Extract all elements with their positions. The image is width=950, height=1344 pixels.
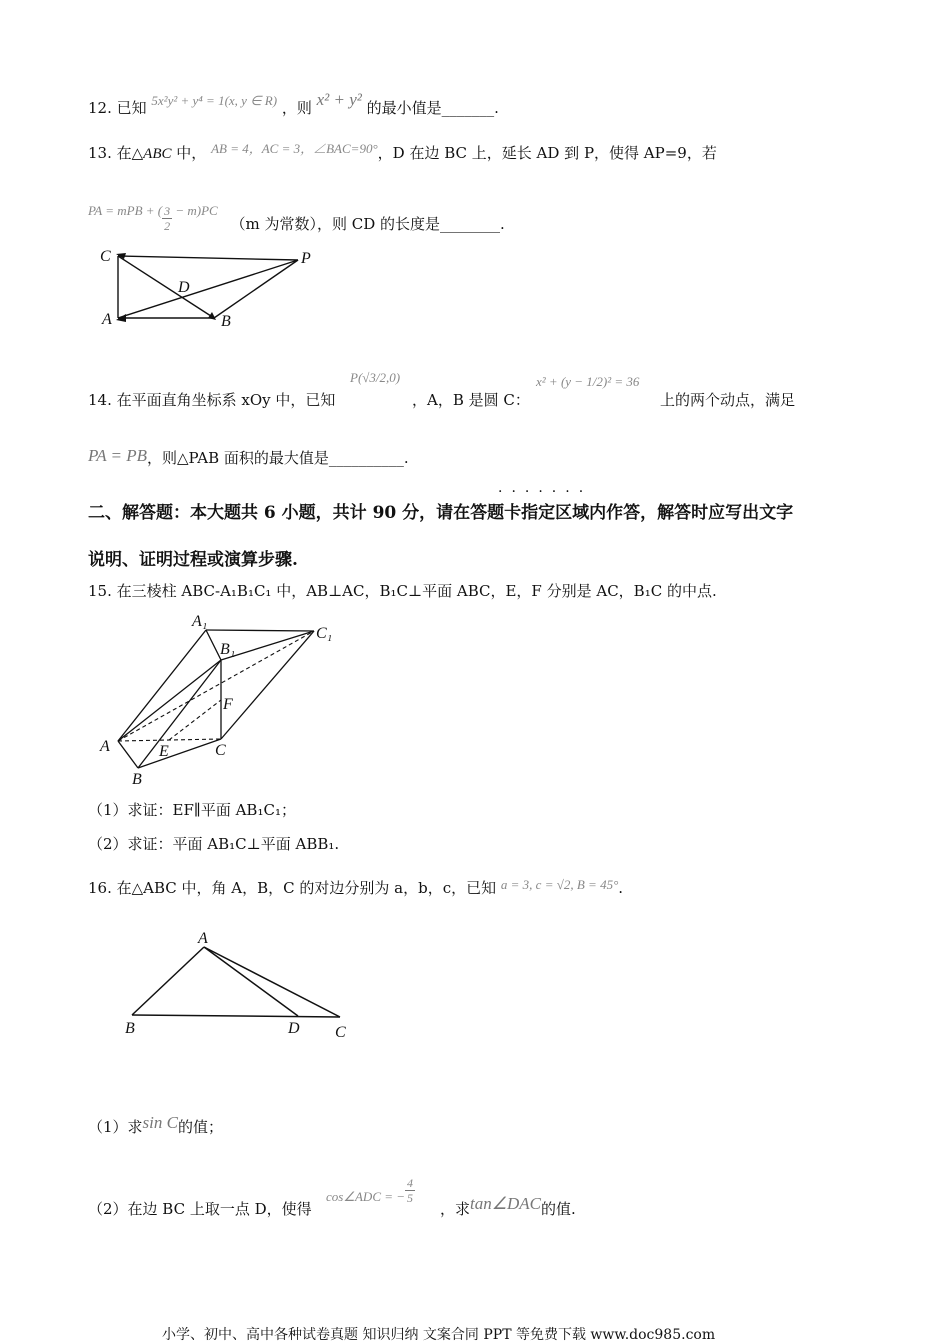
q12-number: 12. 已知 — [88, 99, 147, 117]
label-b: B — [125, 1020, 135, 1037]
q16-stem-text: 16. 在△ABC 中，角 A，B，C 的对边分别为 a，b，c，已知 — [88, 879, 497, 897]
q13-given: AB = 4，AC = 3，∠BAC=90° — [211, 141, 378, 156]
segment-cb — [118, 256, 214, 318]
q16-part1-suffix: 的值； — [177, 1118, 223, 1136]
label-c: C — [100, 248, 111, 265]
q14-line1-tail — [660, 390, 795, 410]
q16-figure — [120, 925, 360, 1045]
q16-part1-prefix: （1）求 — [88, 1118, 143, 1136]
q14-line1 — [88, 390, 335, 410]
label-c1: C₁ — [316, 625, 333, 642]
q16-part2-suffix: 的值. — [540, 1200, 576, 1218]
q13-line1 — [88, 143, 717, 164]
q16-part2-tail — [440, 1194, 576, 1219]
q16-tan: tan∠DAC — [470, 1194, 541, 1213]
label-a1: A₁ — [192, 613, 208, 630]
q13-line2 — [88, 202, 505, 242]
segment-cp — [118, 256, 298, 260]
q12-then: ，则 — [281, 99, 312, 117]
q13-fraction — [162, 204, 172, 233]
label-b: B — [221, 313, 231, 330]
label-f: F — [223, 696, 233, 713]
q14-ask: ，则△PAB 面积的最大值是__________. — [147, 449, 409, 467]
q13-comma: ， — [377, 144, 393, 162]
q14-condition: PA = PB — [88, 446, 148, 465]
label-b: B — [132, 771, 142, 788]
q14-line1-middle — [412, 390, 530, 410]
q16-part2-middle: ，求 — [440, 1200, 471, 1218]
label-p: P — [301, 250, 311, 267]
label-e: E — [159, 743, 169, 760]
segment-ad — [204, 947, 298, 1016]
q14-circle-text: x² + (y − 1/2)² = 36 — [536, 374, 640, 389]
q13-frac-den: 2 — [164, 219, 171, 233]
arrow-head-b — [208, 312, 216, 320]
q15-stem: 15. 在三棱柱 ABC-A₁B₁C₁ 中，AB⊥AC，B₁C⊥平面 ABC，E，F 分别是 AC，B₁C 的中点. — [88, 582, 717, 600]
q14-point — [350, 370, 400, 386]
label-d: D — [178, 279, 190, 296]
q13-frac-num: 3 — [164, 204, 171, 218]
section2-heading-line2: 说明、证明过程或演算步骤. — [88, 550, 298, 570]
q14-point-text: P(√3/2,0) — [350, 370, 401, 385]
q12-equation: 5x²y² + y⁴ = 1(x, y ∈ R) — [151, 93, 278, 108]
section2-heading-line1: 二、解答题：本大题共 6 小题，共计 90 分，请在答题卡指定区域内作答，解答时应写出文字 — [88, 503, 794, 523]
q16-cos-den: 5 — [407, 1191, 414, 1205]
q16-period: . — [618, 879, 624, 897]
q13-figure — [96, 244, 326, 334]
q16-part1 — [88, 1113, 223, 1137]
q14-circle — [536, 374, 639, 390]
q15-part1: （1）求证：EF∥平面 AB₁C₁； — [88, 801, 296, 819]
label-d: D — [288, 1020, 300, 1037]
q16-cos-frac — [405, 1176, 415, 1205]
q12-ask: 的最小值是_______. — [366, 99, 499, 117]
q16-stem — [88, 878, 623, 899]
q13-text: D 在边 BC 上，延长 AD 到 P，使得 AP=9，若 — [392, 144, 717, 162]
segment-bc — [132, 1015, 340, 1017]
q15-figure — [96, 608, 356, 788]
q13-ask: （m 为常数），则 CD 的长度是________. — [230, 214, 505, 233]
segment-ac — [204, 947, 340, 1017]
q16-given: a = 3, c = √2, B = 45° — [500, 877, 619, 892]
q16-cos — [326, 1176, 415, 1205]
q13-middle: 中， — [171, 144, 207, 162]
q16-sinc: sin C — [142, 1113, 178, 1132]
q16-part2 — [88, 1199, 312, 1219]
q13-prefix: 13. 在△ — [88, 144, 144, 162]
q13-vector-right: − m)PC — [172, 202, 218, 218]
q14-tail: 上的两个动点，满足 — [660, 391, 796, 409]
label-a: A — [100, 738, 110, 755]
label-a: A — [198, 930, 208, 947]
q13-abc: ABC — [143, 146, 172, 162]
segment-ap — [118, 260, 298, 318]
segment-bp — [214, 260, 298, 318]
label-a: A — [102, 311, 112, 328]
segment-ab — [132, 947, 204, 1015]
page-footer: 小学、初中、高中各种试卷真题 知识归纳 文案合同 PPT 等免费下载 www.doc985.com — [162, 1327, 716, 1343]
label-c: C — [335, 1024, 346, 1041]
q16-cos-expr: cos∠ADC = − — [326, 1189, 406, 1205]
label-c: C — [215, 742, 226, 759]
q12-line — [88, 90, 499, 119]
q14-line2 — [88, 448, 409, 468]
emphasis-dots: ······· — [498, 484, 593, 500]
q12-expression: x² + y² — [316, 90, 362, 109]
label-b1: B₁ — [220, 641, 236, 658]
q13-vector-left: PA = mPB + ( — [88, 202, 163, 218]
q16-part2-prefix: （2）在边 BC 上取一点 D，使得 — [88, 1200, 312, 1218]
q15-part2: （2）求证：平面 AB₁C⊥平面 ABB₁. — [88, 835, 340, 853]
q14-prefix: 14. 在平面直角坐标系 xOy 中，已知 — [88, 391, 336, 409]
q14-middle: ，A，B 是圆 C： — [412, 391, 530, 409]
q16-cos-num: 4 — [407, 1176, 414, 1190]
